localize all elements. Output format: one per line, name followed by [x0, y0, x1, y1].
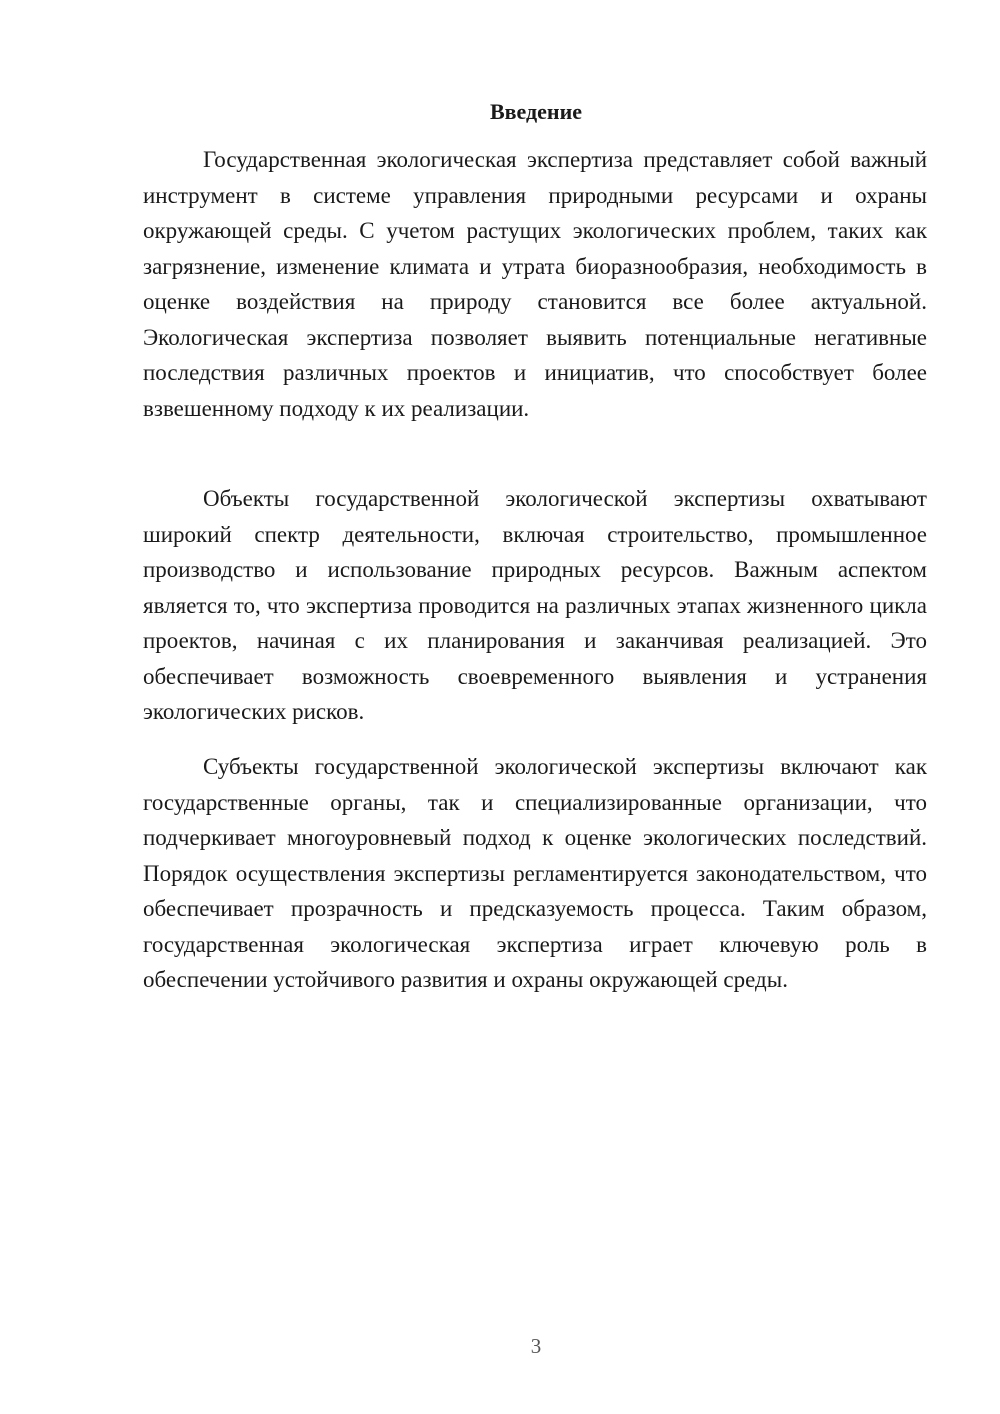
page-number: 3	[530, 1334, 542, 1358]
paragraph-2: Объекты государственной экологической экспертизы охватывают широкий спектр деятельности, включая строительство, промышленное производство и использование природных ресурсов. Важным аспектом является то, что экспертиза проводится на различных этапах жизненного цикла проектов, начиная с их планирования и заканчивая реализацией. Это обеспечивает возможность своевременного выявления и устранения экологических рисков.	[143, 486, 927, 724]
paragraph-3: Субъекты государственной экологической экспертизы включают как государственные органы, так и специализированные организации, что подчеркивает многоуровневый подход к оценке экологических последствий. Порядок осуществления экспертизы регламентируется законодательством, что обеспечивает прозрачность и предсказуемость процесса. Таким образом, государственная экологическая экспертиза играет ключевую роль в обеспечении устойчивого развития и охраны окружающей среды.	[143, 754, 927, 992]
paragraph-1: Государственная экологическая экспертиза представляет собой важный инструмент в системе управления природными ресурсами и охраны окружающей среды. С учетом растущих экологических проблем, таких как загрязнение, изменение климата и утрата биоразнообразия, необходимость в оценке воздействия на природу становится все более актуальной. Экологическая экспертиза позволяет выявить потенциальные негативные последствия различных проектов и инициатив, что способствует более взвешенному подходу к их реализации.	[143, 147, 927, 421]
section-heading: Введение	[489, 99, 583, 124]
